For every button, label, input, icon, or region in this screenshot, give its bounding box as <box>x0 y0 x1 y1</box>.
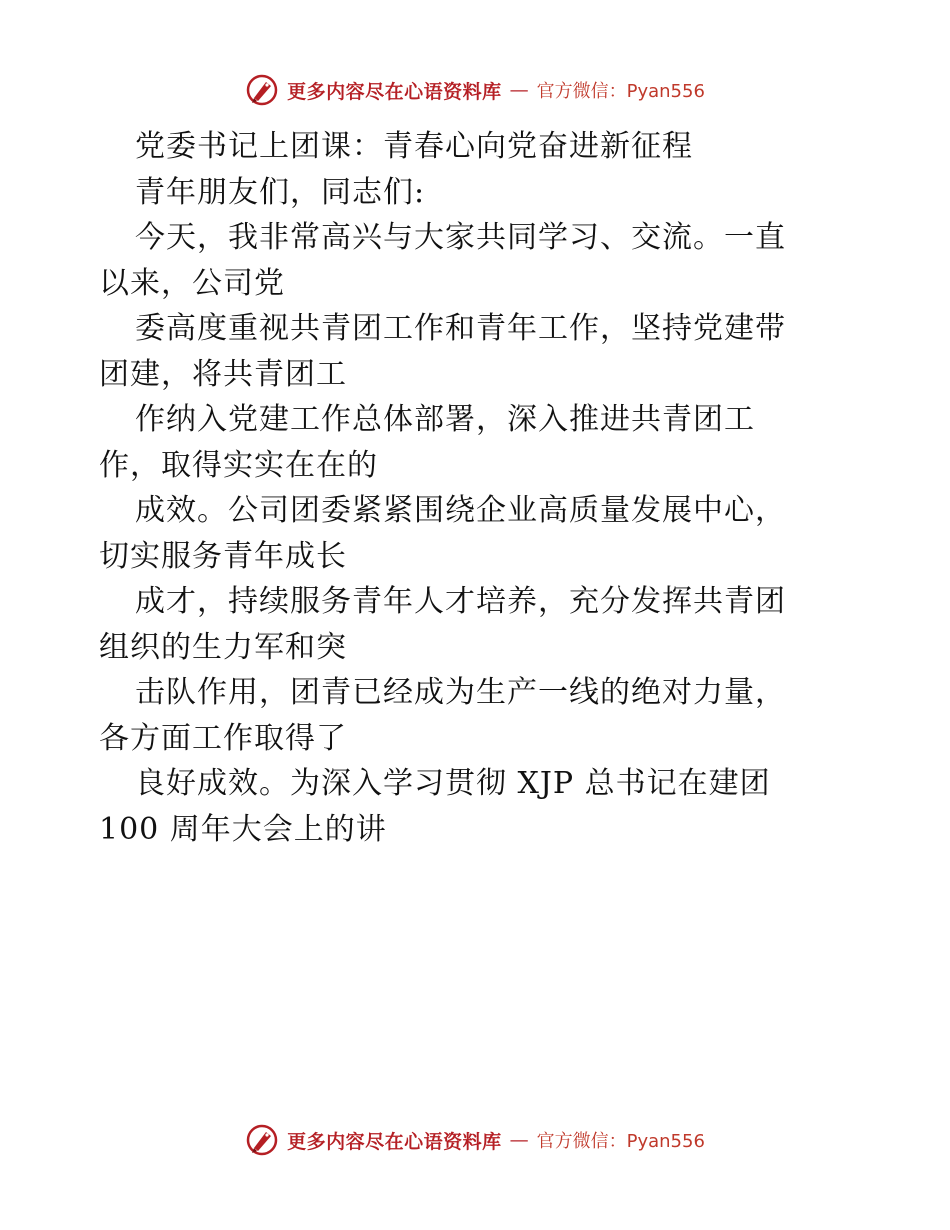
text-line: 团建，将共青团工 <box>99 356 347 392</box>
footer-watermark <box>0 1120 950 1160</box>
text-line: 作纳入党建工作总体部署，深入推进共青团工 <box>135 402 755 437</box>
text-line: 成效。公司团委紧紧围绕企业高质量发展中心， <box>135 493 786 528</box>
watermark-separator: — <box>509 1129 529 1151</box>
text-line: 各方面工作取得了 <box>99 720 347 756</box>
text-line: 组织的生力军和突 <box>99 629 347 665</box>
text-line: 良好成效。为深入学习贯彻 XJP 总书记在建团 <box>135 766 771 801</box>
text-line: 作，取得实实在在的 <box>99 447 378 483</box>
text-line: 切实服务青年成长 <box>99 538 347 574</box>
document-body <box>99 124 859 852</box>
text-line: 委高度重视共青团工作和青年工作，坚持党建带 <box>135 311 786 346</box>
text-line: 成才，持续服务青年人才培养，充分发挥共青团 <box>135 584 786 619</box>
text-line: 100 周年大会上的讲 <box>99 811 387 847</box>
text-line: 以来，公司党 <box>99 265 285 301</box>
pen-nib-logo-icon <box>245 1123 279 1157</box>
watermark-text: 更多内容尽在心语资料库 <box>287 1130 502 1153</box>
watermark-separator: — <box>509 79 529 101</box>
watermark-wechat: 官方微信：Pyan556 <box>536 81 705 102</box>
pen-nib-logo-icon <box>245 73 279 107</box>
text-line: 今天，我非常高兴与大家共同学习、交流。一直 <box>135 220 786 255</box>
text-line: 击队作用，团青已经成为生产一线的绝对力量， <box>135 675 786 710</box>
paragraph <box>99 215 859 852</box>
watermark-wechat: 官方微信：Pyan556 <box>536 1131 705 1152</box>
header-watermark <box>0 70 950 110</box>
document-title: 党委书记上团课：青春心向党奋进新征程 <box>135 129 693 164</box>
greeting: 青年朋友们，同志们: <box>135 174 426 210</box>
watermark-text: 更多内容尽在心语资料库 <box>287 80 502 103</box>
